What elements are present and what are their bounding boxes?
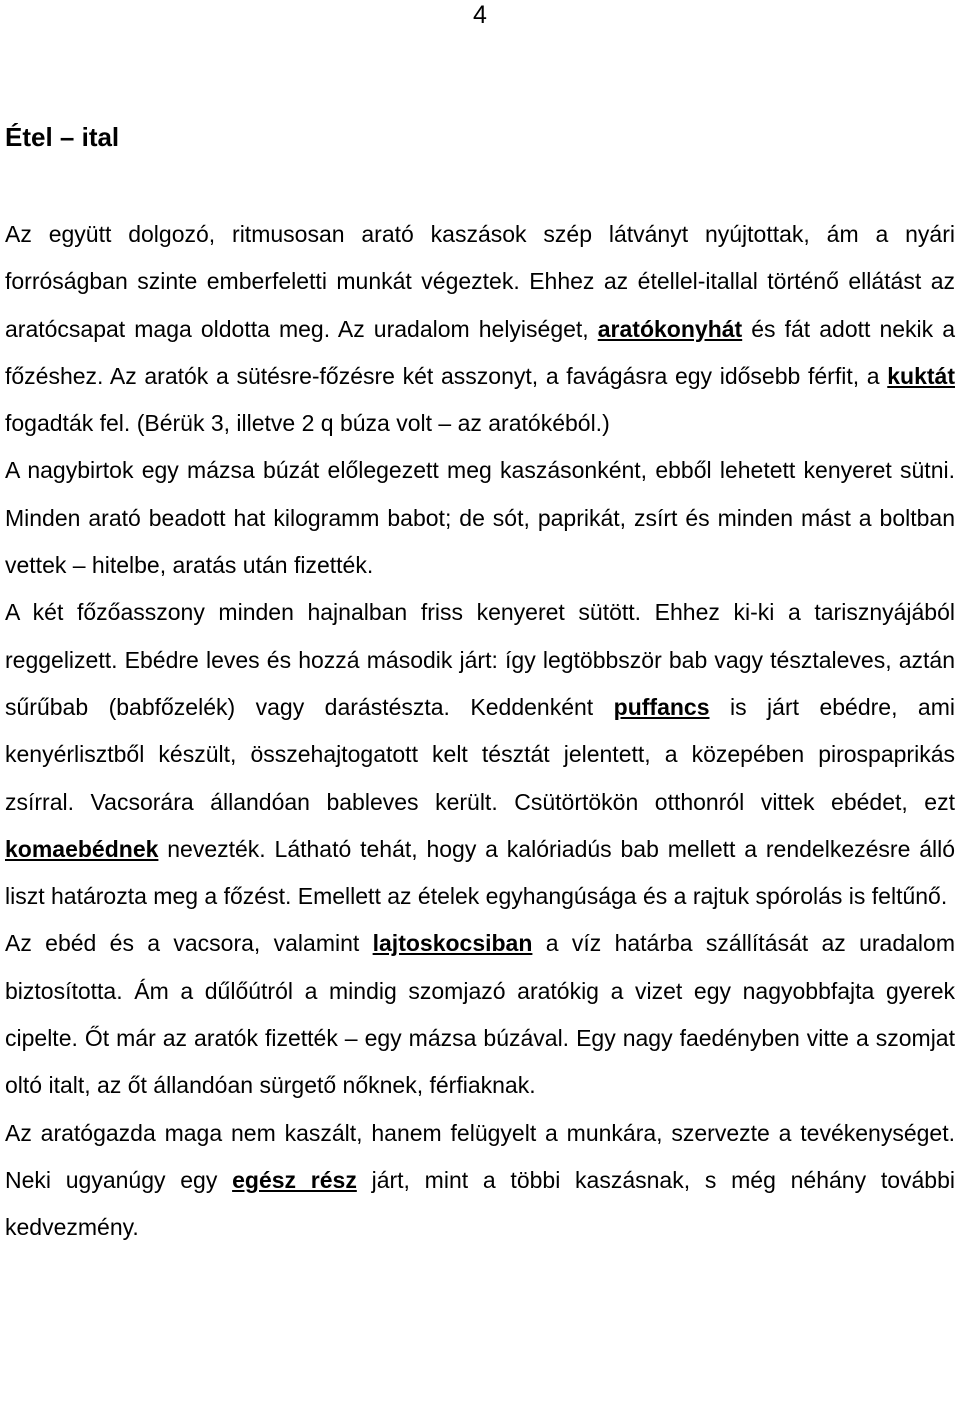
text-run: nevezték. Látható tehát, hogy a kalóriadús bab mellett a rendelkezésre álló liszt határozta meg a főzést. Emellett az ételek egyhangúsága és a rajtuk spórolás is feltűnő. — [5, 835, 955, 910]
text-run: A nagybirtok egy mázsa búzát előlegezett meg kaszásonként, ebből lehetett kenyeret sütni. Minden arató beadott hat kilogramm babot; de sót, paprikát, zsírt és minden mást a boltban vettek – hitelbe, aratás után fizették. — [5, 457, 955, 579]
text-run: Az együtt dolgozó, ritmusosan arató kaszások szép látványt nyújtottak, ám a nyári forróságban szinte emberfeletti munkát végeztek. Ehhez az étellel-itallal történő ellátást az aratócsapat maga oldotta meg. Az uradalom helyiséget, — [5, 221, 955, 342]
text-run: járt, mint a többi kaszásnak, s még néhány további kedvezmény. — [5, 1166, 955, 1241]
text-run: Az ebéd és a vacsora, valamint — [5, 930, 373, 957]
text-run: Az aratógazda maga nem kaszált, hanem felügyelt a munkára, szervezte a tevékenységet. Neki ugyanúgy egy — [5, 1119, 955, 1193]
text-run: és fát adott nekik a főzéshez. Az aratók a sütésre-főzésre két asszonyt, a favágásra egy idősebb férfit, a — [5, 315, 956, 389]
paragraph — [5, 589, 955, 920]
text-run: is járt ebédre, ami kenyérlisztből készült, összehajtogatott kelt tésztát jelentett, a közepében pirospaprikás zsírral. Vacsorára állandóan bableves került. Csütörtökön otthonról vittek ebédet, ezt — [5, 693, 955, 815]
paragraph — [5, 920, 955, 1109]
paragraph — [5, 1110, 955, 1252]
underlined-term: kuktát — [887, 362, 955, 389]
page-number: 4 — [473, 1, 487, 29]
underlined-term: puffancs — [613, 693, 710, 720]
underlined-term: egész rész — [232, 1166, 357, 1193]
underlined-term: lajtoskocsiban — [372, 930, 533, 957]
underlined-term: komaebédnek — [5, 835, 159, 862]
paragraph — [5, 211, 955, 447]
text-run: fogadták fel. (Bérük 3, illetve 2 q búza volt – az aratókéból.) — [5, 410, 610, 437]
body-text — [5, 211, 955, 1252]
underlined-term: aratókonyhát — [597, 315, 743, 342]
page-title: Étel – ital — [5, 122, 120, 152]
text-run: A két főzőasszony minden hajnalban friss kenyeret sütött. Ehhez ki-ki a tarisznyájából reggelizett. Ebédre leves és hozzá második járt: így legtöbbször bab vagy tésztaleves, aztán sűrűbab (babfőzelék) vagy darástészta. Keddenként — [5, 599, 955, 720]
text-run: a víz határba szállítását az uradalom biztosította. Ám a dűlőútról a mindig szomjazó aratókig a vizet egy nagyobbfajta gyerek cipelte. Őt már az aratók fizették – egy mázsa búzával. Egy nagy faedényben vitte a szomjat oltó italt, az őt állandóan sürgető nőknek, férfiaknak. — [5, 930, 955, 1099]
paragraph — [5, 447, 955, 589]
